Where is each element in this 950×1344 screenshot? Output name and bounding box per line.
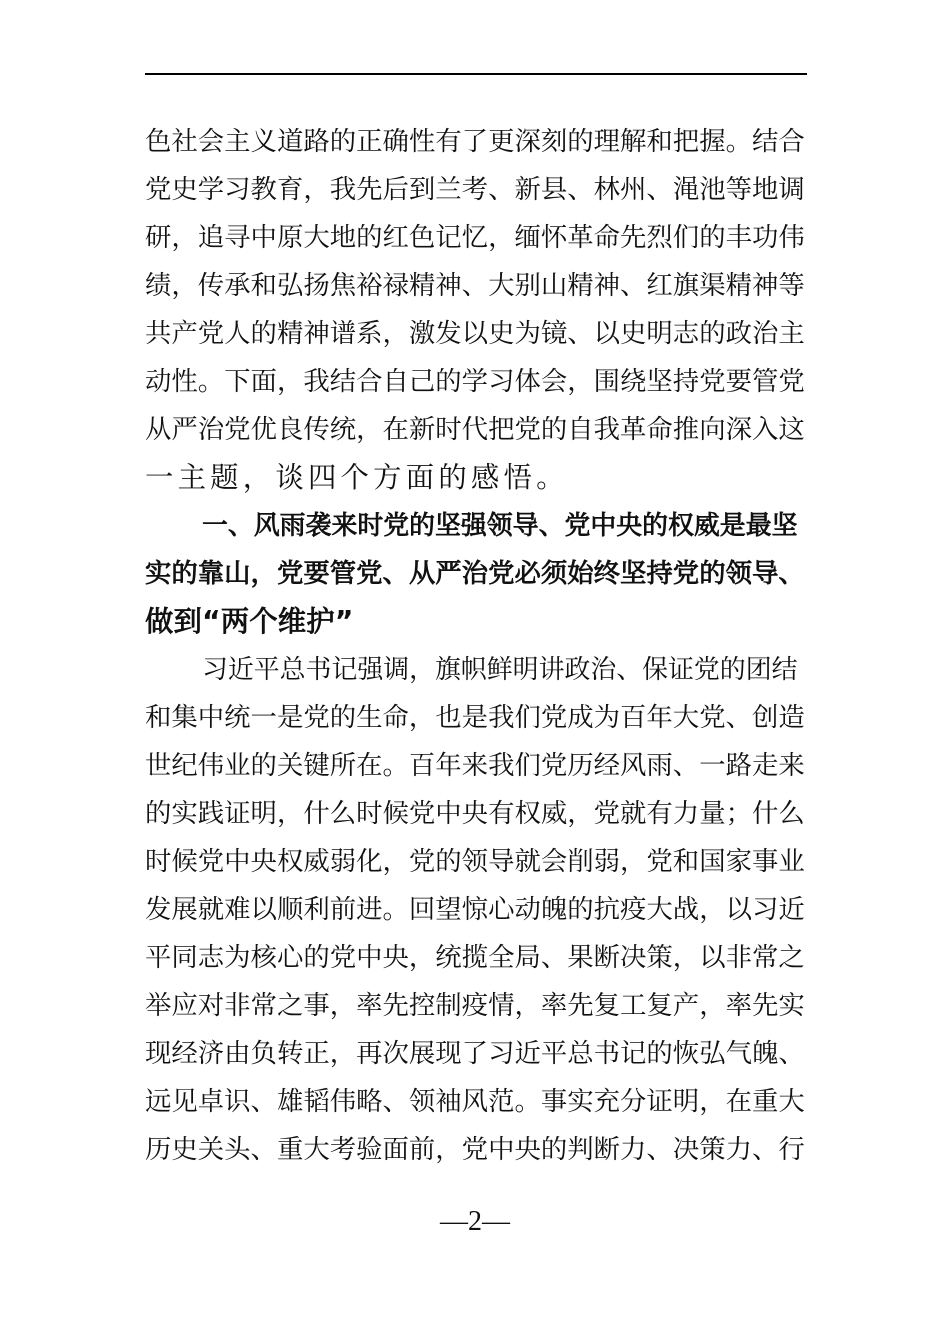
paragraph-line: 平同志为核心的党中央，统揽全局、果断决策，以非常之 xyxy=(145,942,805,973)
section-heading-line: 做到“两个维护” xyxy=(145,605,354,638)
paragraph-line: 时候党中央权威弱化，党的领导就会削弱，党和国家事业 xyxy=(145,846,805,877)
paragraph-line: 习近平总书记强调，旗帜鲜明讲政治、保证党的团结 xyxy=(202,655,798,685)
page-number: —2— xyxy=(440,1206,510,1237)
section-heading-line: 实的靠山，党要管党、从严治党必须始终坚持党的领导、 xyxy=(145,558,805,589)
paragraph-line: 一主题，谈四个方面的感悟。 xyxy=(145,461,569,494)
paragraph-line: 举应对非常之事，率先控制疫情，率先复工复产，率先实 xyxy=(145,990,805,1021)
section-heading-line: 一、风雨袭来时党的坚强领导、党中央的权威是最坚 xyxy=(202,511,798,541)
paragraph-line: 共产党人的精神谱系，激发以史为镜、以史明志的政治主 xyxy=(145,318,805,349)
paragraph-line: 历史关头、重大考验面前，党中央的判断力、决策力、行 xyxy=(145,1134,805,1165)
paragraph-line: 绩，传承和弘扬焦裕禄精神、大别山精神、红旗渠精神等 xyxy=(145,270,805,301)
paragraph-line: 远见卓识、雄韬伟略、领袖风范。事实充分证明，在重大 xyxy=(145,1086,805,1117)
paragraph-line: 现经济由负转正，再次展现了习近平总书记的恢弘气魄、 xyxy=(145,1038,805,1069)
paragraph-line: 世纪伟业的关键所在。百年来我们党历经风雨、一路走来 xyxy=(145,750,805,781)
paragraph-line: 党史学习教育，我先后到兰考、新县、林州、渑池等地调 xyxy=(145,174,805,205)
paragraph-line: 的实践证明，什么时候党中央有权威，党就有力量；什么 xyxy=(145,798,805,829)
paragraph-line: 发展就难以顺利前进。回望惊心动魄的抗疫大战，以习近 xyxy=(145,894,805,925)
paragraph-line: 和集中统一是党的生命，也是我们党成为百年大党、创造 xyxy=(145,702,805,733)
header-rule xyxy=(145,73,807,75)
paragraph-line: 从严治党优良传统，在新时代把党的自我革命推向深入这 xyxy=(145,414,805,445)
paragraph-line: 研，追寻中原大地的红色记忆，缅怀革命先烈们的丰功伟 xyxy=(145,222,805,253)
paragraph-line: 色社会主义道路的正确性有了更深刻的理解和把握。结合 xyxy=(145,126,805,157)
paragraph-line: 动性。下面，我结合自己的学习体会，围绕坚持党要管党 xyxy=(145,366,805,397)
